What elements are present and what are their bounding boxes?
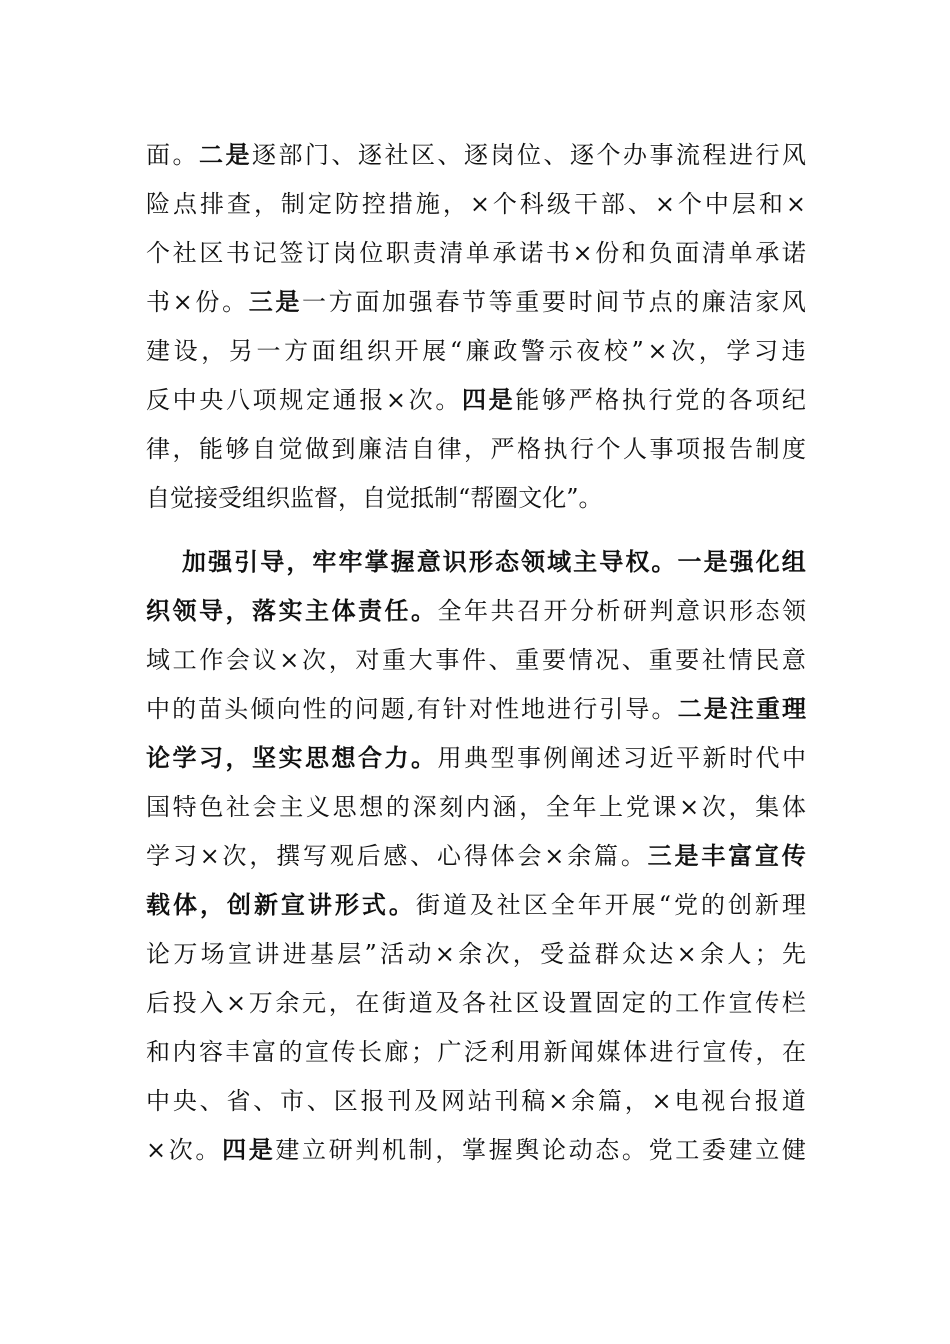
text-line: 中 的 苗 头 倾 向 性 的 问 题 , 有 针 对 性 地 进 行 引 导 。 二 是 注 重 理 (146, 695, 806, 723)
paragraph-discipline (146, 131, 806, 523)
text-line: 书 × 份 。 三 是 一 方 面 加 强 春 节 等 重 要 时 间 节 点 的 廉 洁 家 风 (146, 288, 806, 316)
text-line: 后 投 入 × 万 余 元 ， 在 街 道 及 各 社 区 设 置 固 定 的 工 作 宣 传 栏 (146, 989, 806, 1017)
text-line (146, 474, 806, 523)
text-line: × 次 。 四 是 建 立 研 判 机 制 ， 掌 握 舆 论 动 态 。 党 工 委 建 立 健 (146, 1136, 806, 1164)
text-line: 和 内 容 丰 富 的 宣 传 长 廊 ； 广 泛 利 用 新 闻 媒 体 进 行 宣 传 ， 在 (146, 1038, 806, 1066)
text-line: 织 领 导 ， 落 实 主 体 责 任 。 全 年 共 召 开 分 析 研 判 意 识 形 态 领 (146, 597, 806, 625)
text-line: 面 。 二 是 逐 部 门 、 逐 社 区 、 逐 岗 位 、 逐 个 办 事 流 程 进 行 风 (146, 141, 806, 169)
text-line: 建 设 ， 另 一 方 面 组 织 开 展 “ 廉 政 警 示 夜 校 ” × 次 ， 学 习 违 (146, 337, 806, 365)
text-line: 加 强 引 导 ， 牢 牢 掌 握 意 识 形 态 领 域 主 导 权 。 一 是 强 化 组 (182, 548, 806, 576)
text-line: 论 学 习 ， 坚 实 思 想 合 力 。 用 典 型 事 例 阐 述 习 近 平 新 时 代 中 (146, 744, 806, 772)
text-line: 个 社 区 书 记 签 订 岗 位 职 责 清 单 承 诺 书 × 份 和 负 面 清 单 承 诺 (146, 239, 806, 267)
text-line: 载 体 ， 创 新 宣 讲 形 式 。 街 道 及 社 区 全 年 开 展 “ 党 的 创 新 理 (146, 891, 806, 919)
text-run: 自觉接受组织监督，自觉抵制“帮圈文化”。 (146, 484, 603, 512)
text-line: 险 点 排 查 ， 制 定 防 控 措 施 ， × 个 科 级 干 部 、 × 个 中 层 和 × (146, 190, 806, 218)
text-line: 律 ， 能 够 自 觉 做 到 廉 洁 自 律 ， 严 格 执 行 个 人 事 项 报 告 制 度 (146, 435, 806, 463)
paragraph-ideology (146, 538, 806, 1175)
text-line: 域 工 作 会 议 × 次 ， 对 重 大 事 件 、 重 要 情 况 、 重 要 社 情 民 意 (146, 646, 806, 674)
text-line: 国 特 色 社 会 主 义 思 想 的 深 刻 内 涵 ， 全 年 上 党 课 × 次 ， 集 体 (146, 793, 806, 821)
text-line: 学 习 × 次 ， 撰 写 观 后 感 、 心 得 体 会 × 余 篇 。 三 是 丰 富 宣 传 (146, 842, 806, 870)
text-line: 论 万 场 宣 讲 进 基 层 ” 活 动 × 余 次 ， 受 益 群 众 达 × 余 人 ； 先 (146, 940, 806, 968)
text-line: 反 中 央 八 项 规 定 通 报 × 次 。 四 是 能 够 严 格 执 行 党 的 各 项 纪 (146, 386, 806, 414)
text-line: 中 央 、 省 、 市 、 区 报 刊 及 网 站 刊 稿 × 余 篇 ， × 电 视 台 报 道 (146, 1087, 806, 1115)
